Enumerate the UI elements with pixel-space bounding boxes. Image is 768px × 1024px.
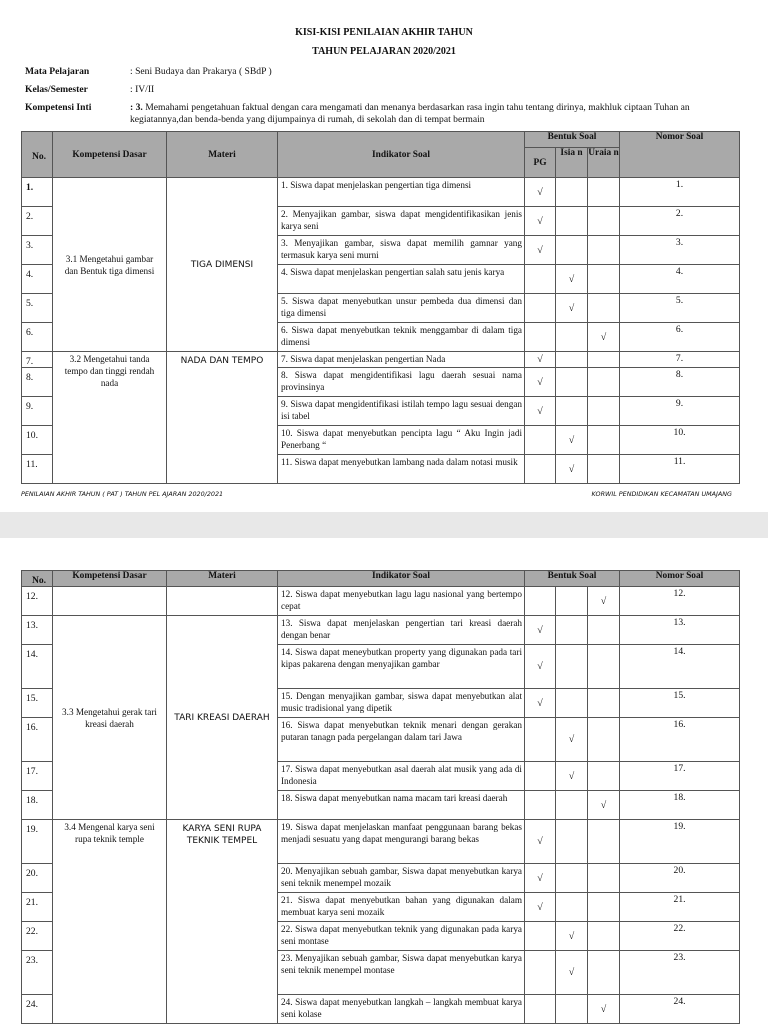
row-number: 2. [22,207,53,236]
row-number: 20. [22,864,53,893]
nomor-soal-cell: 18. [620,791,740,820]
row-number: 21. [22,893,53,922]
bentuk-isian-cell [556,820,588,864]
bentuk-isian-cell [556,951,588,995]
table-row [22,587,740,616]
col-kd: Kompetensi Dasar [53,571,167,587]
check-mark-icon: √ [537,697,543,709]
nomor-soal-cell: 17. [620,762,740,791]
bentuk-pg-cell [525,762,556,791]
kompetensi-dasar-cell: 3.4 Mengenal karya seni rupa teknik temple [53,820,167,1024]
bentuk-isian-cell [556,645,588,689]
bentuk-pg-cell [525,645,556,689]
bentuk-uraian-cell [588,323,620,352]
check-mark-icon: √ [600,331,607,343]
row-number: 19. [22,820,53,864]
indikator-soal-cell: 7. Siswa dapat menjelaskan pengertian Nada [278,352,525,368]
nomor-soal-cell: 13. [620,616,740,645]
indikator-soal-cell: 4. Siswa dapat menjelaskan pengertian salah satu jenis karya [278,265,525,294]
bentuk-pg-cell [525,791,556,820]
nomor-soal-cell: 5. [620,294,740,323]
indikator-soal-cell: 10. Siswa dapat menyebutkan pencipta lagu “ Aku Ingin jadi Penerbang “ [278,426,525,455]
nomor-soal-cell: 11. [620,455,740,484]
bentuk-pg-cell [525,616,556,645]
meta-mapel-value: : Seni Budaya dan Prakarya ( SBdP ) [130,66,272,77]
nomor-soal-cell: 14. [620,645,740,689]
col-uraian: Uraia n [588,148,620,178]
bentuk-pg-cell [525,207,556,236]
bentuk-uraian-cell [588,178,620,207]
check-mark-icon: √ [568,302,575,314]
check-mark-icon: √ [537,354,543,365]
kompetensi-dasar-cell: 3.1 Mengetahui gambar dan Bentuk tiga dimensi [53,178,167,352]
check-mark-icon: √ [537,624,543,636]
col-indikator: Indikator Soal [278,571,525,587]
bentuk-uraian-cell [588,864,620,893]
bentuk-pg-cell [525,265,556,294]
check-mark-icon: √ [568,434,575,446]
nomor-soal-cell: 7. [620,352,740,368]
check-mark-icon: √ [568,930,575,942]
check-mark-icon: √ [568,463,575,475]
col-indikator: Indikator Soal [278,132,525,178]
row-number: 16. [22,718,53,762]
bentuk-isian-cell [556,352,588,368]
nomor-soal-cell: 2. [620,207,740,236]
kompetensi-dasar-cell: 3.3 Mengetahui gerak tari kreasi daerah [53,616,167,820]
bentuk-isian-cell [556,323,588,352]
bentuk-isian-cell [556,455,588,484]
bentuk-uraian-cell [588,762,620,791]
bentuk-uraian-cell [588,791,620,820]
row-number: 10. [22,426,53,455]
check-mark-icon: √ [537,186,543,198]
indikator-soal-cell: 9. Siswa dapat mengidentifikasi istilah tempo lagu sesuai dengan isi tabel [278,397,525,426]
nomor-soal-cell: 9. [620,397,740,426]
indikator-soal-cell: 20. Menyajikan sebuah gambar, Siswa dapat menyebutkan karya seni teknik menempel mozaik [278,864,525,893]
indikator-soal-cell: 5. Siswa dapat menyebutkan unsur pembeda dua dimensi dan tiga dimensi [278,294,525,323]
indikator-soal-cell: 14. Siswa dapat meneybutkan property yang digunakan pada tari kipas pakarena dengan menyajikan gambar [278,645,525,689]
bentuk-isian-cell [556,864,588,893]
bentuk-pg-cell [525,368,556,397]
bentuk-isian-cell [556,616,588,645]
bentuk-uraian-cell [588,645,620,689]
row-number: 15. [22,689,53,718]
indikator-soal-cell: 23. Menyajikan sebuah gambar, Siswa dapat menyebutkan karya seni teknik menempel montase [278,951,525,995]
document-title: KISI-KISI PENILAIAN AKHIR TAHUN [295,27,473,38]
bentuk-pg-cell [525,718,556,762]
document-page-2 [0,538,768,1024]
nomor-soal-cell: 19. [620,820,740,864]
bentuk-isian-cell [556,762,588,791]
bentuk-pg-cell [525,995,556,1024]
meta-ki-label: Kompetensi Inti [25,102,92,113]
bentuk-isian-cell [556,294,588,323]
bentuk-uraian-cell [588,995,620,1024]
row-number: 24. [22,995,53,1024]
bentuk-isian-cell [556,265,588,294]
row-number: 12. [22,587,53,616]
bentuk-uraian-cell [588,893,620,922]
meta-ki-prefix: : 3. [130,102,143,113]
table-row [22,352,740,368]
meta-ki-value [130,102,750,126]
row-number: 8. [22,368,53,397]
row-number: 7. [22,352,53,368]
bentuk-uraian-cell [588,236,620,265]
nomor-soal-cell: 16. [620,718,740,762]
check-mark-icon: √ [537,661,543,672]
indikator-soal-cell: 22. Siswa dapat menyebutkan teknik yang digunakan pada karya seni montase [278,922,525,951]
indikator-soal-cell: 6. Siswa dapat menyebutkan teknik menggambar di dalam tiga dimensi [278,323,525,352]
row-number: 9. [22,397,53,426]
table-row [22,616,740,645]
bentuk-isian-cell [556,893,588,922]
bentuk-isian-cell [556,689,588,718]
bentuk-pg-cell [525,951,556,995]
bentuk-pg-cell [525,587,556,616]
materi-cell [167,587,278,616]
check-mark-icon: √ [600,1003,607,1015]
bentuk-isian-cell [556,236,588,265]
materi-cell: KARYA SENI RUPA TEKNIK TEMPEL [167,820,278,1024]
indikator-soal-cell: 21. Siswa dapat menyebutkan bahan yang digunakan dalam membuat karya seni mozaik [278,893,525,922]
row-number: 3. [22,236,53,265]
check-mark-icon: √ [568,967,575,978]
bentuk-uraian-cell [588,294,620,323]
indikator-soal-cell: 24. Siswa dapat menyebutkan langkah – langkah membuat karya seni kolase [278,995,525,1024]
bentuk-isian-cell [556,397,588,426]
kisi-table-page-2 [21,570,740,1024]
col-kd: Kompetensi Dasar [53,132,167,178]
nomor-soal-cell: 24. [620,995,740,1024]
col-bentuk: Bentuk Soal [525,132,620,148]
check-mark-icon: √ [537,244,543,256]
check-mark-icon: √ [537,901,543,913]
indikator-soal-cell: 15. Dengan menyajikan gambar, siswa dapat menyebutkan alat music tradisional yang dipetik [278,689,525,718]
bentuk-isian-cell [556,178,588,207]
meta-ki-text: Memahami pengetahuan faktual dengan cara mengamati dan menanya berdasarkan rasa ingin tahu tentang dirinya, makhluk ciptaan Tuhan an kegiatannya,dan benda-benda yang dijumpainya di rumah, di sekolah dan di tempat bermain [130,102,690,125]
indikator-soal-cell: 18. Siswa dapat menyebutkan nama macam tari kreasi daerah [278,791,525,820]
bentuk-uraian-cell [588,426,620,455]
bentuk-pg-cell [525,294,556,323]
bentuk-isian-cell [556,791,588,820]
table-row [22,820,740,864]
bentuk-isian-cell [556,995,588,1024]
bentuk-pg-cell [525,426,556,455]
check-mark-icon: √ [537,376,543,388]
bentuk-uraian-cell [588,352,620,368]
bentuk-isian-cell [556,207,588,236]
indikator-soal-cell: 13. Siswa dapat menjelaskan pengertian tari kreasi daerah dengan benar [278,616,525,645]
check-mark-icon: √ [568,734,575,745]
row-number: 17. [22,762,53,791]
nomor-soal-cell: 15. [620,689,740,718]
bentuk-pg-cell [525,864,556,893]
kisi-table-page-1 [21,131,740,484]
materi-cell: NADA DAN TEMPO [167,352,278,484]
nomor-soal-cell: 1. [620,178,740,207]
bentuk-isian-cell [556,368,588,397]
bentuk-pg-cell [525,689,556,718]
nomor-soal-cell: 22. [620,922,740,951]
bentuk-pg-cell [525,178,556,207]
col-materi: Materi [167,132,278,178]
indikator-soal-cell: 19. Siswa dapat menjelaskan manfaat penggunaan barang bekas menjadi sesuatu yang dapat mengurangi barang bekas [278,820,525,864]
row-number: 5. [22,294,53,323]
meta-mapel-label: Mata Pelajaran [25,66,90,77]
indikator-soal-cell: 8. Siswa dapat mengidentifikasi lagu daerah sesuai nama provinsinya [278,368,525,397]
bentuk-isian-cell [556,587,588,616]
bentuk-isian-cell [556,718,588,762]
col-nomor: Nomor Soal [620,132,740,178]
indikator-soal-cell: 3. Menyajikan gambar, siswa dapat memilih gamnar yang termasuk karya seni murni [278,236,525,265]
row-number: 14. [22,645,53,689]
bentuk-isian-cell [556,426,588,455]
bentuk-uraian-cell [588,265,620,294]
check-mark-icon: √ [537,872,543,884]
nomor-soal-cell: 4. [620,265,740,294]
meta-kelas-value: : IV/II [130,84,155,95]
nomor-soal-cell: 23. [620,951,740,995]
bentuk-pg-cell [525,236,556,265]
col-pg: PG [525,148,556,178]
bentuk-uraian-cell [588,207,620,236]
nomor-soal-cell: 20. [620,864,740,893]
document-subtitle: TAHUN PELAJARAN 2020/2021 [312,46,456,57]
bentuk-uraian-cell [588,616,620,645]
col-isian: Isia n [556,148,588,178]
bentuk-pg-cell [525,352,556,368]
bentuk-uraian-cell [588,718,620,762]
bentuk-uraian-cell [588,689,620,718]
row-number: 6. [22,323,53,352]
col-nomor: Nomor Soal [620,571,740,587]
bentuk-pg-cell [525,922,556,951]
indikator-soal-cell: 1. Siswa dapat menjelaskan pengertian tiga dimensi [278,178,525,207]
row-number: 1. [22,178,53,207]
nomor-soal-cell: 3. [620,236,740,265]
table-row [22,178,740,207]
kompetensi-dasar-cell [53,587,167,616]
bentuk-uraian-cell [588,455,620,484]
col-bentuk: Bentuk Soal [525,571,620,587]
row-number: 13. [22,616,53,645]
indikator-soal-cell: 17. Siswa dapat menyebutkan asal daerah alat musik yang ada di Indonesia [278,762,525,791]
check-mark-icon: √ [537,405,543,417]
bentuk-pg-cell [525,893,556,922]
indikator-soal-cell: 11. Siswa dapat menyebutkan lambang nada dalam notasi musik [278,455,525,484]
materi-cell: TIGA DIMENSI [167,178,278,352]
footer-right: KORWIL PENDIDIKAN KECAMATAN UMAJANG [591,490,732,498]
indikator-soal-cell: 12. Siswa dapat menyebutkan lagu lagu nasional yang bertempo cepat [278,587,525,616]
nomor-soal-cell: 8. [620,368,740,397]
bentuk-uraian-cell [588,820,620,864]
nomor-soal-cell: 12. [620,587,740,616]
row-number: 4. [22,265,53,294]
bentuk-uraian-cell [588,922,620,951]
check-mark-icon: √ [600,799,607,811]
row-number: 22. [22,922,53,951]
check-mark-icon: √ [568,273,575,285]
col-materi: Materi [167,571,278,587]
materi-cell: TARI KREASI DAERAH [167,616,278,820]
check-mark-icon: √ [537,836,543,847]
row-number: 11. [22,455,53,484]
meta-kelas-label: Kelas/Semester [25,84,88,95]
col-no: No. [22,571,53,587]
check-mark-icon: √ [537,215,543,227]
bentuk-uraian-cell [588,397,620,426]
indikator-soal-cell: 16. Siswa dapat menyebutkan teknik menari dengan gerakan putaran tanagn pada pergelangan dalam tari Jawa [278,718,525,762]
row-number: 23. [22,951,53,995]
bentuk-pg-cell [525,820,556,864]
bentuk-pg-cell [525,397,556,426]
nomor-soal-cell: 21. [620,893,740,922]
col-no: No. [22,132,53,178]
row-number: 18. [22,791,53,820]
kompetensi-dasar-cell: 3.2 Mengetahui tanda tempo dan tinggi rendah nada [53,352,167,484]
nomor-soal-cell: 6. [620,323,740,352]
footer-left: PENILAIAN AKHIR TAHUN ( PAT ) TAHUN PEL AJARAN 2020/2021 [21,490,224,498]
bentuk-uraian-cell [588,368,620,397]
bentuk-isian-cell [556,922,588,951]
bentuk-uraian-cell [588,951,620,995]
bentuk-pg-cell [525,455,556,484]
check-mark-icon: √ [600,595,607,607]
bentuk-pg-cell [525,323,556,352]
check-mark-icon: √ [568,770,575,782]
indikator-soal-cell: 2. Menyajikan gambar, siswa dapat mengidentifikasikan jenis karya seni [278,207,525,236]
nomor-soal-cell: 10. [620,426,740,455]
bentuk-uraian-cell [588,587,620,616]
